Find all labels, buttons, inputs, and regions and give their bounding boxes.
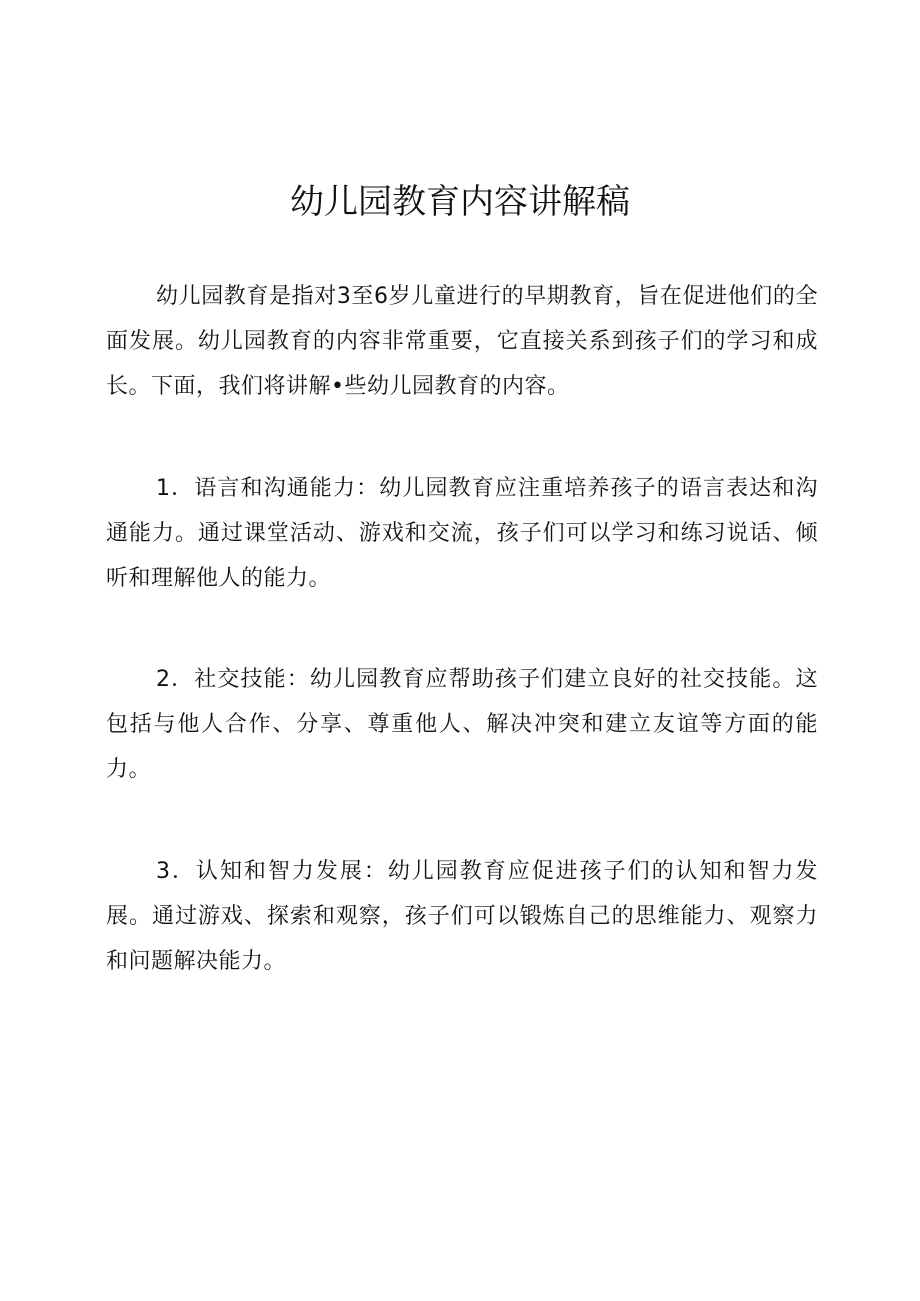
document-title: 幼儿园教育内容讲解稿 — [290, 182, 630, 222]
section-social-skills: 2．社交技能：幼儿园教育应帮助孩子们建立良好的社交技能。这包括与他人合作、分享、尊重他人、解决冲突和建立友谊等方面的能力。 — [106, 667, 818, 782]
section-cognitive-development: 3．认知和智力发展：幼儿园教育应促进孩子们的认知和智力发展。通过游戏、探索和观察，孩子们可以锻炼自己的思维能力、观察力和问题解决能力。 — [106, 859, 818, 974]
section-language-communication: 1．语言和沟通能力：幼儿园教育应注重培养孩子的语言表达和沟通能力。通过课堂活动、游戏和交流，孩子们可以学习和练习说话、倾听和理解他人的能力。 — [106, 476, 818, 591]
intro-paragraph: 幼儿园教育是指对3至6岁儿童进行的早期教育，旨在促进他们的全面发展。幼儿园教育的内容非常重要，它直接关系到孩子们的学习和成长。下面，我们将讲解•些幼儿园教育的内容。 — [106, 284, 818, 399]
